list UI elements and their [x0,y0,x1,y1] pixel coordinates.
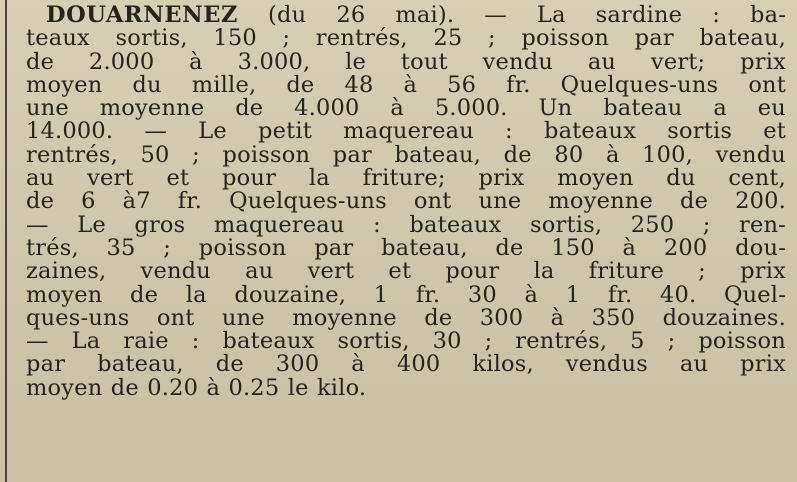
article-line-4: moyen du mille, de 48 à 56 fr. Quelques-uns ont [26,71,786,98]
article-line-6: 14.000. — Le petit maquereau : bateaux sortis et [26,118,786,145]
article-line-8: au vert et pour la friture; prix moyen du cent, [26,165,786,192]
article-line-10: — Le gros maquereau : bateaux sortis, 250 ; ren- [26,211,786,238]
article-line-12: zaines, vendu au vert et pour la friture ; prix [26,258,786,285]
article-line-11: trés, 35 ; poisson par bateau, de 150 à 200 dou- [26,234,786,261]
article-line-9: de 6 à7 fr. Quelques-uns ont une moyenne de 200. [26,188,786,215]
article-line-17: moyen de 0.20 à 0.25 le kilo. [26,374,367,401]
article-line-1-text: (du 26 mai). — La sardine : ba- [238,2,786,28]
article-line-14: ques-uns ont une moyenne de 300 à 350 douzaines. [26,304,786,331]
article-line-16: par bateau, de 300 à 400 kilos, vendus au prix [26,351,786,378]
article-text [26,4,786,400]
dateline: DOUARNENEZ [46,2,239,28]
article-line-13: moyen de la douzaine, 1 fr. 30 à 1 fr. 40. Quel- [26,281,786,308]
article-line-15: — La raie : bateaux sortis, 30 ; rentrés, 5 ; poisson [26,328,786,355]
article-line-3: de 2.000 à 3.000, le tout vendu au vert; prix [26,48,786,75]
column-rule [5,0,7,482]
article-line-2: teaux sortis, 150 ; rentrés, 25 ; poisson par bateau, [26,25,786,52]
article-line-7: rentrés, 50 ; poisson par bateau, de 80 à 100, vendu [26,141,786,168]
article-line-5: une moyenne de 4.000 à 5.000. Un bateau a eu [26,95,786,122]
article-line-1 [26,4,786,27]
